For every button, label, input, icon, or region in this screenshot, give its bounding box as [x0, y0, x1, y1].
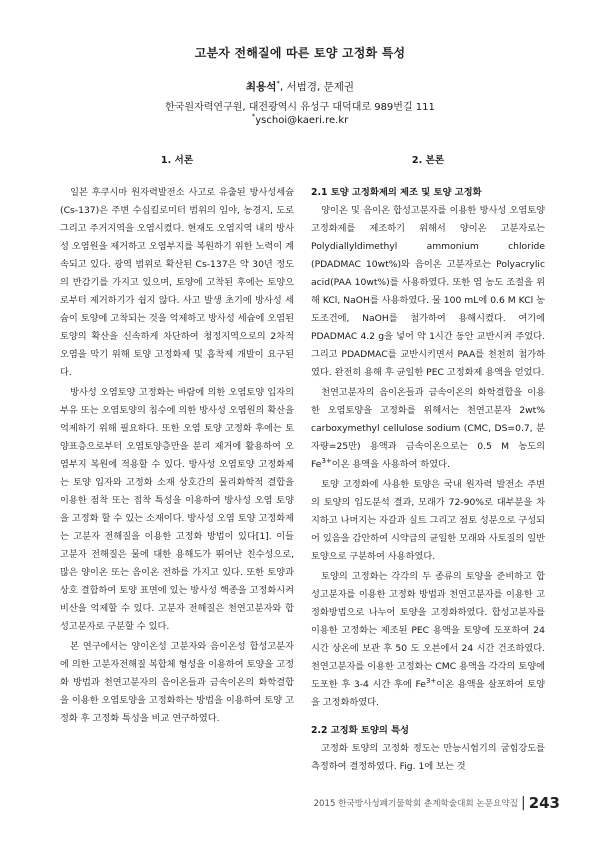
body-paragraph-4: [311, 568, 545, 712]
body-paragraph-2-end: 이온 용액을 사용하여 하였다.: [331, 459, 450, 470]
subsection-heading-2-2: 2.2 고정화 토양의 특성: [311, 725, 410, 736]
iron-ion-superscript: 3+: [425, 676, 437, 685]
intro-paragraph-2: 방사성 오염토양 고정화는 바람에 의한 오염토양 입자의 부유 또는 오염토양의 침수에 의한 방사성 오염원의 확산을 억제하기 위해 필요하다. 또한 오염 토양 고정화 후에는 토양표층으로부터 오염토양층만을 분리 제거에 활용하여 오염부지 복원에 적용할 수 있다. 방사성 오염토양 고정화제는 토양 입자와 고정화 소재 상호간의 물리화학적 결합을 이용한 점착 또는 접착 특성을 이용하여 방사성 오염 토양을 고정화 할 수 있는 소재이다. 방사성 오염 토양 고정화제는 고분자 전해질을 이용한 고정화 방법이 있다[1]. 이들 고분자 전해질은 물에 대한 용해도가 뛰어난 친수성으로, 많은 양이온 또는 음이온 전하를 가지고 있다. 또한 토양과 상호 결합하여 토양 표면에 있는 방사성 핵종을 고정화시켜 비산을 억제할 수 있다. 고분자 전해질은 천연고분자와 합성고분자로 구분할 수 있다.: [60, 387, 294, 632]
body-paragraph-2-text: 천연고분자의 음이온들과 금속이온의 화학결합을 이용한 오염토양을 고정화를 위해서는 천연고분자 2wt% carboxymethyl cellulose sodium (CMC, DS=0.7, 분자량=25만) 용액과 금속이온으로는 0.5 M 농도의 Fe: [311, 387, 545, 470]
coauthors: , 서범경, 문제권: [279, 81, 355, 93]
intro-paragraph-1: 일본 후쿠시마 원자력발전소 사고로 유출된 방사성세슘(Cs-137)은 주변 수십킬로미터 범위의 임야, 농경지, 도로 그리고 주거지역을 오염시켰다. 현재도 오염지역 내의 방사성 오염원을 제거하고 오염부지를 복원하기 위한 노력이 계속되고 있다. 광역 범위로 확산된 Cs-137은 약 30년 정도의 반감기를 가지고 있으며, 토양에 고착된 후에는 토양으로부터 제거하기가 쉽지 않다. 사고 발생 초기에 방사성 세슘이 토양에 고착되는 것을 억제하고 방사성 세슘에 오염된 토양의 확산을 신속하게 차단하여 청정지역으로의 2차적 오염을 막기 위해 토양 고정화제 및 흡착제 개발이 요구된다.: [60, 187, 294, 378]
body-paragraph-3: 토양 고정화에 사용한 토양은 국내 원자력 발전소 주변의 토양의 입도분석 결과, 모래가 72-90%로 대부분을 차지하고 나머지는 자갈과 실트 그리고 점토 성분으로 구성되어 있음을 감안하여 시약급의 균일한 모래와 사토질의 일반토양으로 구분하여 사용하였다.: [311, 479, 545, 562]
email-line: [0, 112, 600, 126]
lead-author: 최용석: [245, 81, 277, 93]
email-address: yschoi@kaeri.re.kr: [255, 115, 349, 126]
body-paragraph-4-text: 토양의 고정화는 각각의 두 종류의 토양을 준비하고 합성고분자를 이용한 고정화 방법과 천연고분자를 이용한 고정화방법으로 나누어 토양을 고정화하였다. 합성고분자를 이용한 고정화는 제조된 PEC 용액을 토양에 도포하여 24 시간 상온에 보관 후 50 도 오븐에서 24 시간 건조하였다. 천연고분자를 이용한 고정화는 CMC 용액을 각각의 토양에 도포한 후 3-4 시간 후에 Fe: [311, 571, 545, 690]
page-number: 243: [528, 794, 560, 812]
section-heading-body: 2. 본론: [411, 155, 445, 166]
affiliation: 한국원자력연구원, 대전광역시 유성구 대덕대로 989번길 111: [165, 102, 435, 113]
corresponding-mark: *: [276, 79, 280, 88]
body-paragraph-4-end: 이온 용액을 살포하여 토양을 고정화하였다.: [311, 679, 546, 708]
body-paragraph-1: 양이온 및 음이온 합성고분자를 이용한 방사성 오염토양 고정화제를 제조하기 위해서 양이온 고분자로는 Polydiallyldimethyl ammonium chloride (PDADMAC 10wt%)와 음이온 고분자로는 Polyacrylic acid(PAA 10wt%)를 사용하였다. 또한 염 농도 조절을 위해 KCl, NaOH를 사용하였다. 물 100 mL에 0.6 M KCl 농도조건에, NaOH를 첨가하여 용해시켰다. 여기에 PDADMAC 4.2 g을 넣어 약 1시간 동안 교반시켜 주었다. 그리고 PDADMAC를 교반시키면서 PAA를 천천히 첨가하였다. 완전히 용해 후 균일한 PEC 고정화제 용액을 얻었다.: [311, 205, 545, 378]
intro-paragraph-3: 본 연구에서는 양이온성 고분자와 음이온성 합성고분자에 의한 고분자전해질 복합체 형성을 이용하여 토양을 고정화 방법과 천연고분자의 음이온들과 금속이온의 화학결합을 이용한 오염토양을 고정화하는 방법을 이용하여 토양 고정화 후 고정화 특성을 비교 연구하였다.: [60, 641, 294, 724]
left-column: [60, 152, 294, 730]
conference-name: 2015 한국방사성폐기물학회 춘계학술대회 논문요약집: [313, 799, 518, 809]
section-heading-introduction: 1. 서론: [160, 155, 194, 166]
subsection-heading-2-1: 2.1 토양 고정화제의 제조 및 토양 고정화: [311, 187, 482, 198]
email-mark: *: [251, 112, 256, 121]
iron-ion-superscript: 3+: [321, 456, 332, 465]
author-line: [0, 79, 600, 94]
paper-title: 고분자 전해질에 따른 토양 고정화 특성: [194, 46, 406, 60]
body-paragraph-2: [311, 384, 545, 474]
page-footer: [314, 794, 560, 812]
footer-separator: |: [520, 795, 526, 811]
body-paragraph-5: 고정화 토양의 고정화 정도는 만능시험기의 굽힘강도를 측정하여 결정하였다. Fig. 1에 보는 것: [311, 743, 545, 772]
right-column: [311, 152, 545, 778]
